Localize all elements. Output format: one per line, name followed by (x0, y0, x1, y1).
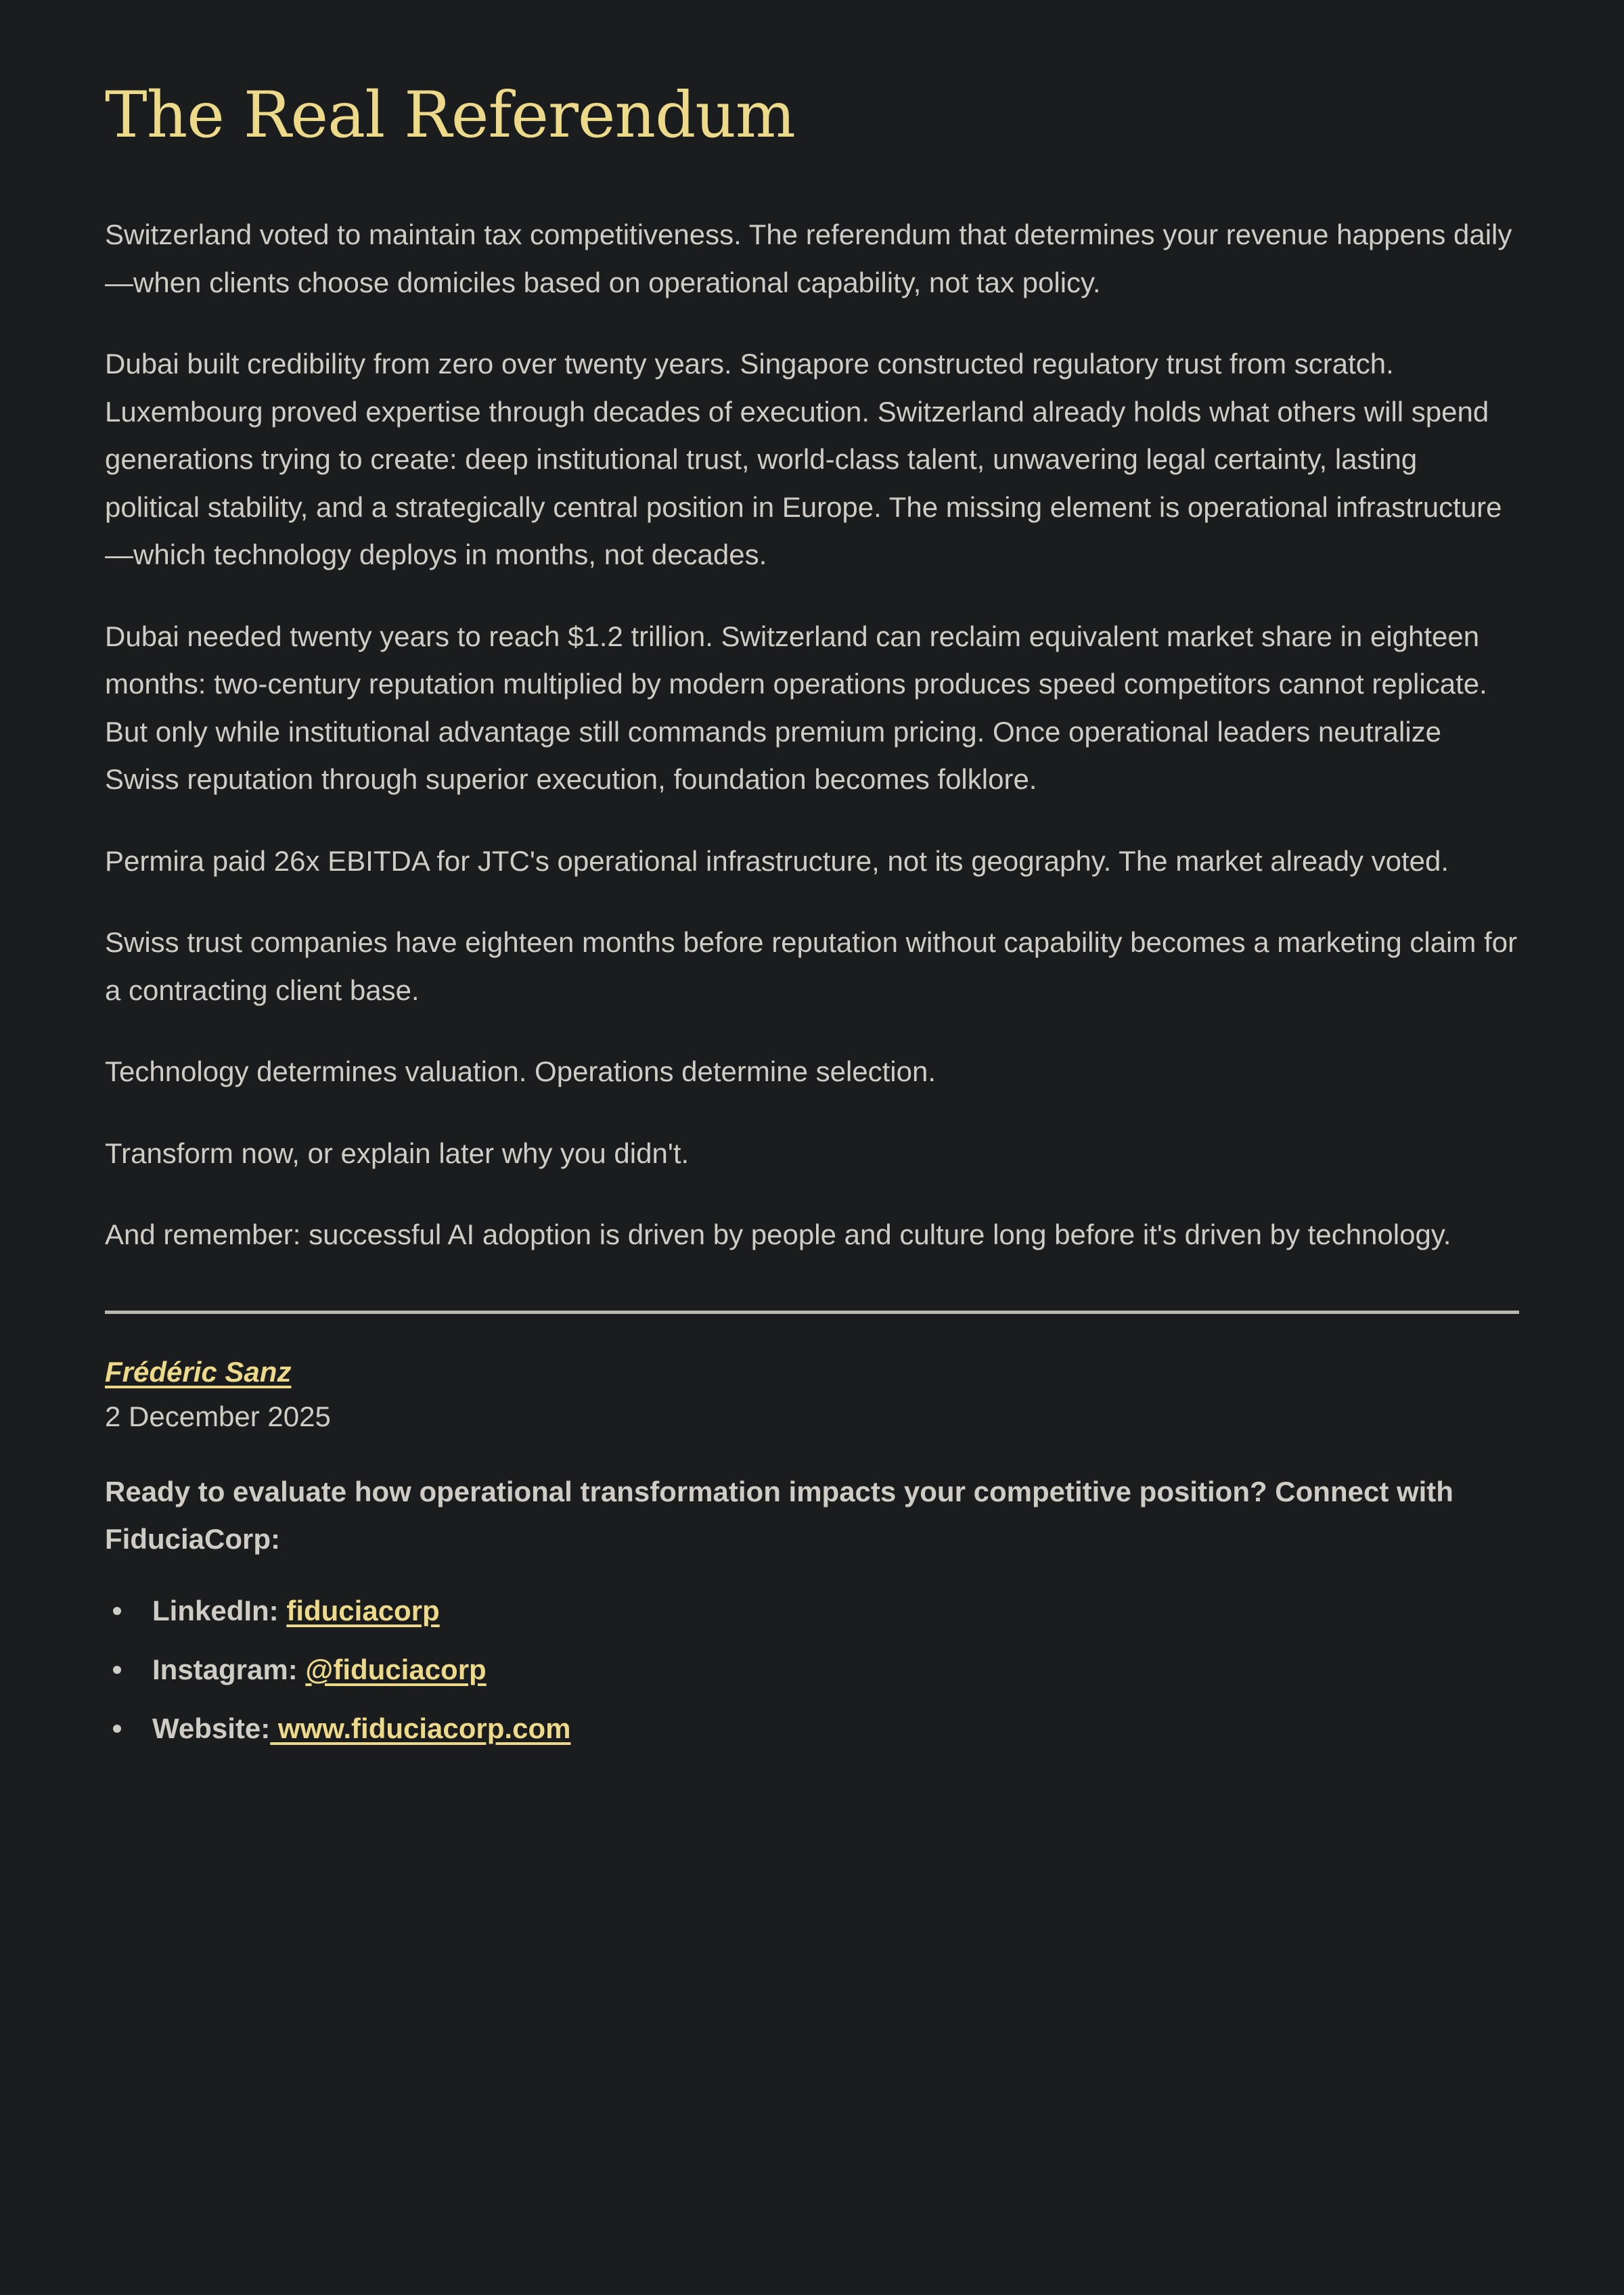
instagram-link[interactable]: @fiduciacorp (305, 1653, 487, 1685)
social-links-list (105, 1589, 1519, 1751)
linkedin-label: LinkedIn: (152, 1594, 279, 1627)
section-divider (105, 1311, 1519, 1314)
bullet-icon (113, 1666, 121, 1674)
article-body (105, 211, 1519, 1259)
bullet-icon (113, 1725, 121, 1733)
article-title: The Real Referendum (105, 78, 795, 152)
instagram-label: Instagram: (152, 1653, 298, 1685)
paragraph-6: Technology determines valuation. Operations determine selection. (105, 1055, 937, 1087)
website-link[interactable]: www.fiduciacorp.com (270, 1712, 571, 1744)
publish-date: 2 December 2025 (105, 1400, 331, 1432)
bullet-icon (113, 1607, 121, 1615)
website-label: Website: (152, 1712, 271, 1744)
paragraph-3: Dubai needed twenty years to reach $1.2 trillion. Switzerland can reclaim equivalent market share in eighteen months: two-century reputation multiplied by modern operations produces speed competitors cannot replicate. But only while institutional advantage still commands premium pricing. Once operational leaders neutralize Swiss reputation through superior execution, foundation becomes folklore. (105, 620, 1487, 795)
paragraph-1: Switzerland voted to maintain tax competitiveness. The referendum that determines your revenue happens daily—when clients choose domiciles based on operational capability, not tax policy. (105, 219, 1512, 298)
call-to-action: Ready to evaluate how operational transformation impacts your competitive position? Connect with FiduciaCorp: (105, 1475, 1453, 1555)
paragraph-2: Dubai built credibility from zero over twenty years. Singapore constructed regulatory trust from scratch. Luxembourg proved expertise through decades of execution. Switzerland already holds what others will spend generations trying to create: deep institutional trust, world-class talent, unwavering legal certainty, lasting political stability, and a strategically central position in Europe. The missing element is operational infrastructure—which technology deploys in months, not decades. (105, 348, 1502, 570)
paragraph-7: Transform now, or explain later why you didn't. (105, 1137, 690, 1169)
list-item-instagram (105, 1648, 1519, 1692)
list-item-website (105, 1706, 1519, 1751)
paragraph-4: Permira paid 26x EBITDA for JTC's operational infrastructure, not its geography. The market already voted. (105, 844, 1449, 877)
paragraph-8: And remember: successful AI adoption is driven by people and culture long before it's driven by technology. (105, 1219, 1451, 1250)
paragraph-5: Swiss trust companies have eighteen months before reputation without capability becomes a marketing claim for a contracting client base. (105, 926, 1518, 1006)
list-item-linkedin (105, 1589, 1519, 1633)
article-page (105, 0, 1519, 1765)
linkedin-link[interactable]: fiduciacorp (286, 1594, 440, 1627)
author-link[interactable]: Frédéric Sanz (105, 1355, 292, 1388)
